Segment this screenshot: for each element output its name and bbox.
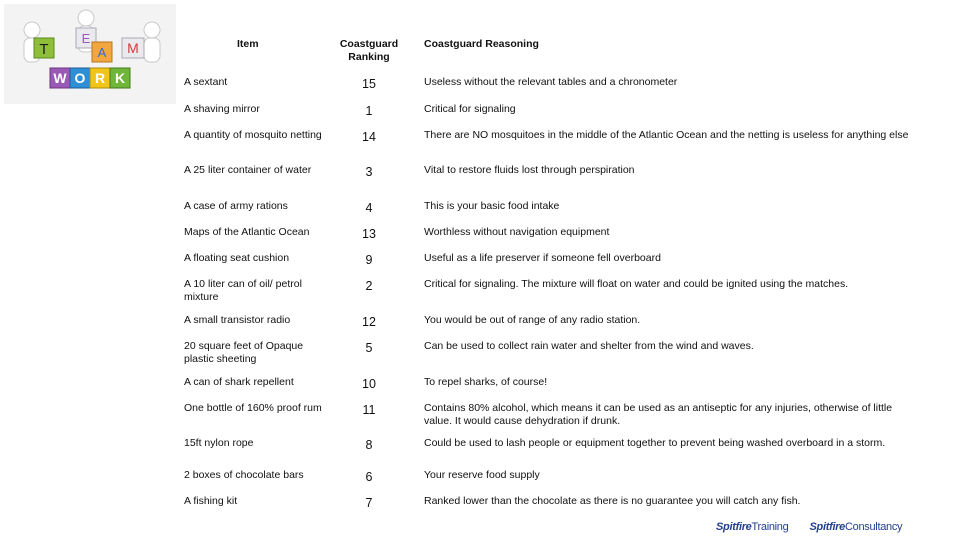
reason-cell: Ranked lower than the chocolate as there is no guarantee you will catch any fish. — [424, 495, 801, 507]
item-cell: A 10 liter can of oil/ petrol mixture — [184, 278, 302, 303]
reason-cell: This is your basic food intake — [424, 200, 560, 212]
rank-cell: 6 — [365, 470, 373, 484]
svg-text:T: T — [39, 41, 49, 58]
item-cell: A 25 liter container of water — [184, 164, 312, 176]
rank-cell: 9 — [365, 253, 373, 267]
teamwork-illustration — [4, 4, 176, 104]
svg-text:W: W — [53, 70, 67, 86]
item-cell: A floating seat cushion — [184, 252, 290, 264]
spitfire-training-logo: SpitfireTraining — [716, 521, 789, 533]
reason-cell: Useful as a life preserver if someone fell overboard — [424, 252, 661, 264]
letter-cube-o — [70, 68, 90, 88]
reason-cell: You would be out of range of any radio station. — [424, 314, 641, 326]
item-cell: One bottle of 160% proof rum — [184, 402, 322, 414]
footer-brand-logos — [716, 521, 902, 535]
item-cell: 20 square feet of Opaque plastic sheeting — [184, 340, 304, 365]
column-header-rank: Coastguard Ranking — [339, 38, 399, 63]
rank-cell: 5 — [365, 341, 373, 355]
item-cell: 2 boxes of chocolate bars — [184, 469, 304, 481]
rank-cell: 12 — [362, 315, 376, 329]
svg-text:E: E — [81, 31, 91, 46]
column-header-reason: Coastguard Reasoning — [424, 38, 539, 50]
reason-cell: Worthless without navigation equipment — [424, 226, 610, 238]
rank-cell: 2 — [365, 279, 373, 293]
letter-cube-a — [92, 42, 112, 62]
item-cell: A sextant — [184, 76, 228, 88]
letter-cube-r — [90, 68, 110, 88]
reason-cell: Could be used to lash people or equipment together to prevent being washed overboard in a storm. — [424, 437, 886, 449]
rank-cell: 3 — [365, 165, 373, 179]
rank-cell: 10 — [362, 377, 376, 391]
reason-cell: To repel sharks, of course! — [424, 376, 548, 388]
item-cell: A shaving mirror — [184, 103, 260, 115]
rank-cell: 11 — [362, 403, 376, 417]
rank-cell: 14 — [362, 130, 376, 144]
rank-cell: 8 — [365, 438, 373, 452]
spitfire-consultancy-logo: SpitfireConsultancy — [809, 521, 903, 533]
item-cell: A case of army rations — [184, 200, 288, 212]
reason-cell: Critical for signaling — [424, 103, 516, 115]
rank-cell: 7 — [365, 496, 373, 510]
letter-cube-k — [110, 68, 130, 88]
reason-cell: Useless without the relevant tables and a chronometer — [424, 76, 678, 88]
reason-cell: Your reserve food supply — [424, 469, 540, 481]
letter-cube-t — [34, 38, 54, 58]
reason-cell: Critical for signaling. The mixture will float on water and could be ignited using the matches. — [424, 278, 849, 290]
item-cell: A quantity of mosquito netting — [184, 129, 322, 141]
rank-cell: 4 — [365, 201, 373, 215]
column-header-item: Item — [237, 38, 259, 50]
svg-text:A: A — [97, 45, 107, 60]
teamwork-logo — [4, 4, 176, 104]
item-cell: Maps of the Atlantic Ocean — [184, 226, 310, 238]
svg-text:K: K — [114, 70, 126, 86]
reason-cell: There are NO mosquitoes in the middle of the Atlantic Ocean and the netting is useless for anything else — [424, 129, 909, 141]
reason-cell: Vital to restore fluids lost through perspiration — [424, 164, 635, 176]
rank-cell: 1 — [365, 104, 373, 118]
reason-cell: Can be used to collect rain water and shelter from the wind and waves. — [424, 340, 754, 352]
svg-text:M: M — [127, 40, 139, 56]
svg-text:R: R — [94, 70, 106, 86]
item-cell: A fishing kit — [184, 495, 238, 507]
item-cell: A small transistor radio — [184, 314, 291, 326]
rank-cell: 13 — [362, 227, 376, 241]
item-cell: 15ft nylon rope — [184, 437, 254, 449]
svg-text:O: O — [74, 70, 86, 86]
item-cell: A can of shark repellent — [184, 376, 294, 388]
rank-cell: 15 — [362, 77, 376, 91]
letter-cube-m — [122, 38, 144, 58]
letter-cube-w — [50, 68, 70, 88]
reason-cell: Contains 80% alcohol, which means it can be used as an antiseptic for any injuries, otherwise of little value. It would cause dehydration if drunk. — [424, 402, 893, 427]
